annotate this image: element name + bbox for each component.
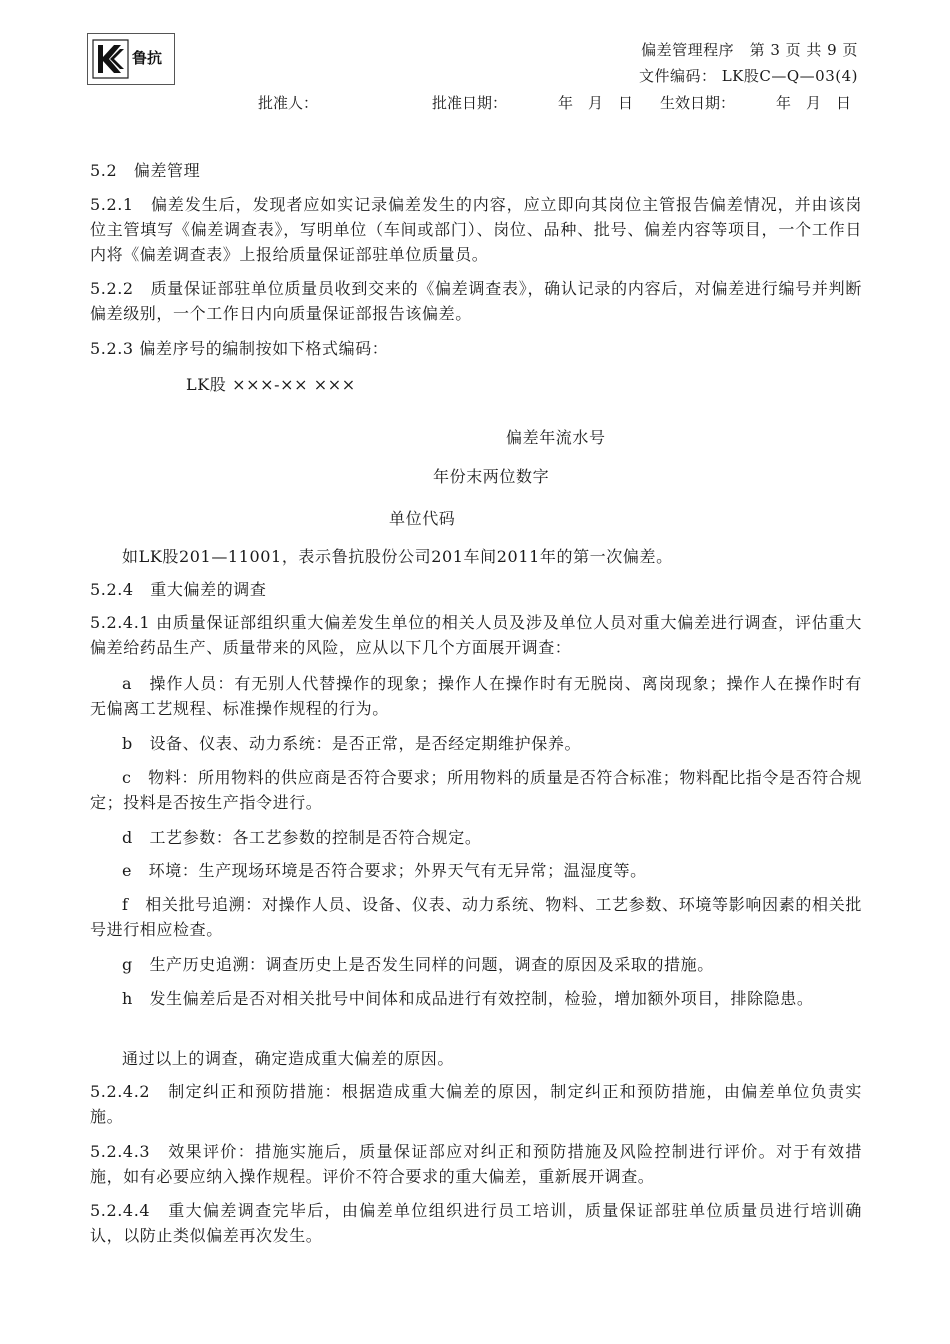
company-logo: [87, 33, 175, 85]
item-c: c 物料：所用物料的供应商是否符合要求；所用物料的质量是否符合标准；物料配比指令是否符合规定；投料是否按生产指令进行。: [90, 768, 862, 812]
label-serial-number: 偏差年流水号: [506, 428, 606, 447]
item-g: g 生产历史追溯：调查历史上是否发生同样的问题，调查的原因及采取的措施。: [122, 955, 714, 974]
lukang-logo-icon: [90, 36, 132, 82]
example-line: 如LK股201—11001，表示鲁抗股份公司201车间2011年的第一次偏差。: [122, 547, 673, 566]
doc-code: 文件编码： LK股C—Q—03(4): [638, 67, 858, 85]
logo-text: 鲁抗: [132, 49, 163, 67]
item-d: d 工艺参数：各工艺参数的控制是否符合规定。: [122, 828, 482, 847]
para-5-2-3: 5.2.3 偏差序号的编制按如下格式编码：: [90, 339, 389, 358]
para-5-2-4-2: 5.2.4.2 制定纠正和预防措施：根据造成重大偏差的原因，制定纠正和预防措施，由偏差单位负责实施。: [90, 1082, 862, 1126]
item-e: e 环境：生产现场环境是否符合要求；外界天气有无异常；温湿度等。: [122, 861, 647, 880]
item-b: b 设备、仪表、动力系统：是否正常，是否经定期维护保养。: [122, 734, 582, 753]
effective-date-label: 生效日期：: [660, 94, 736, 112]
item-h: h 发生偏差后是否对相关批号中间体和成品进行有效控制，检验，增加额外项目，排除隐患。: [122, 989, 814, 1008]
para-5-2-1: 5.2.1 偏差发生后，发现者应如实记录偏差发生的内容，应立即向其岗位主管报告偏差情况，并由该岗位主管填写《偏差调查表》，写明单位（车间或部门）、岗位、品种、批号、偏差内容等项目，一个工作日内将《偏差调查表》上报给质量保证部驻单位质量员。: [90, 195, 862, 264]
effective-date-fields: 年 月 日: [776, 94, 852, 112]
doc-title-page: 偏差管理程序 第 3 页 共 9 页: [641, 41, 858, 59]
code-format: LK股 ×××-×× ×××: [186, 375, 356, 394]
para-5-2-4-4: 5.2.4.4 重大偏差调查完毕后，由偏差单位组织进行员工培训，质量保证部驻单位质量员进行培训确认，以防止类似偏差再次发生。: [90, 1201, 862, 1245]
para-5-2-2: 5.2.2 质量保证部驻单位质量员收到交来的《偏差调查表》，确认记录的内容后，对偏差进行编号并判断偏差级别，一个工作日内向质量保证部报告该偏差。: [90, 279, 862, 323]
label-year-digits: 年份末两位数字: [433, 467, 550, 486]
investigation-conclusion: 通过以上的调查，确定造成重大偏差的原因。: [122, 1049, 455, 1068]
para-5-2-4-3: 5.2.4.3 效果评价：措施实施后，质量保证部应对纠正和预防措施及风险控制进行评价。对于有效措施，如有必要应纳入操作规程。评价不符合要求的重大偏差，重新展开调查。: [90, 1142, 862, 1186]
item-a: a 操作人员：有无别人代替操作的现象；操作人在操作时有无脱岗、离岗现象；操作人在操作时有无偏离工艺规程、标准操作规程的行为。: [90, 674, 862, 718]
section-5-2-4-title: 5.2.4 重大偏差的调查: [90, 580, 267, 599]
approve-date-label: 批准日期：: [432, 94, 508, 112]
para-5-2-4-1: 5.2.4.1 由质量保证部组织重大偏差发生单位的相关人员及涉及单位人员对重大偏差进行调查，评估重大偏差给药品生产、质量带来的风险，应从以下几个方面展开调查：: [90, 613, 862, 657]
approver-label: 批准人：: [258, 94, 319, 112]
item-f: f 相关批号追溯：对操作人员、设备、仪表、动力系统、物料、工艺参数、环境等影响因素的相关批号进行相应检查。: [90, 895, 862, 939]
section-5-2-title: 5.2 偏差管理: [90, 161, 201, 180]
approve-date-fields: 年 月 日: [558, 94, 634, 112]
label-unit-code: 单位代码: [389, 509, 456, 528]
